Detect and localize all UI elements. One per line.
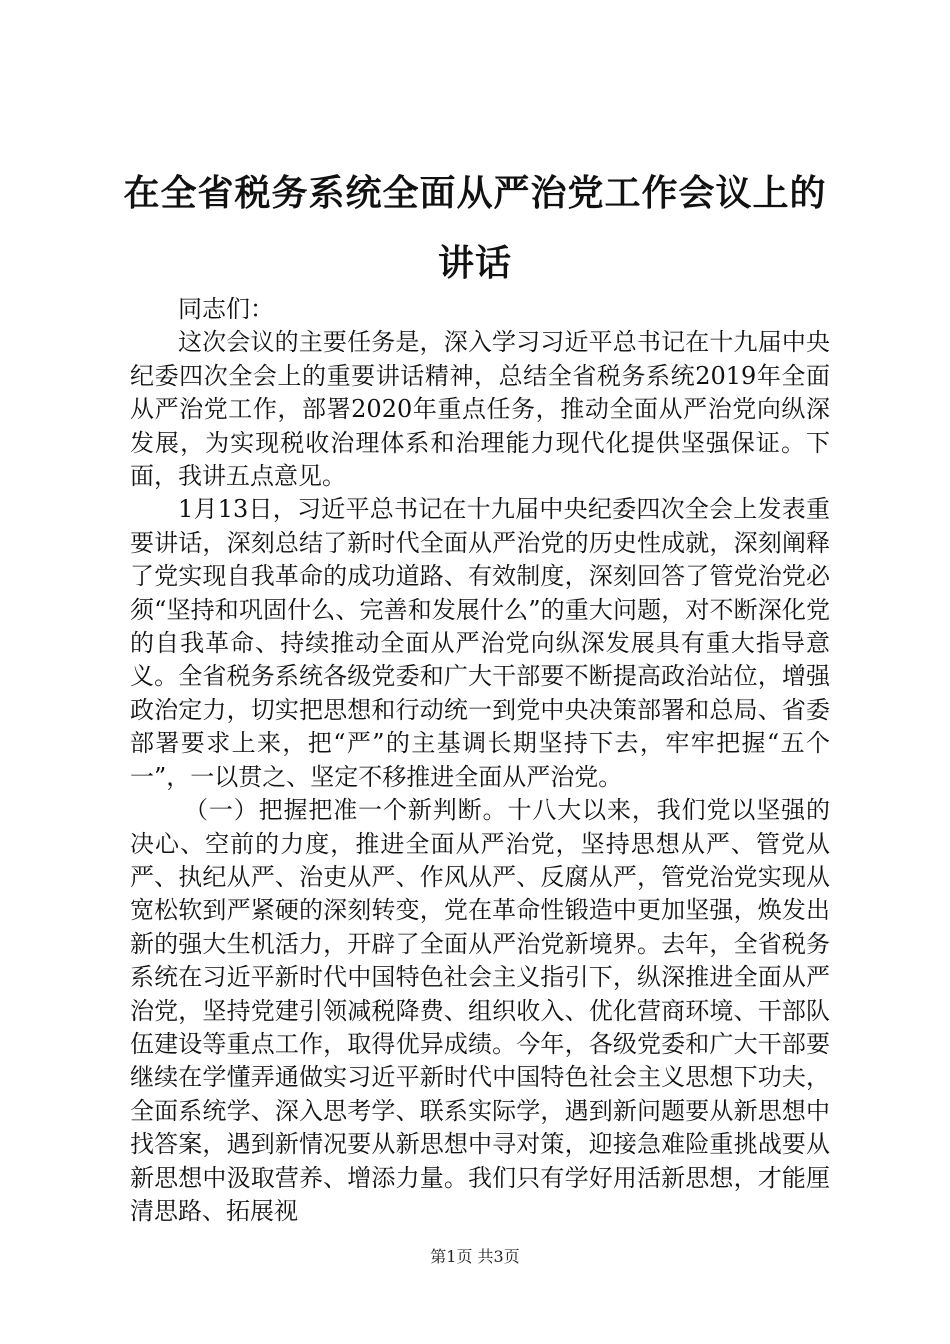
document-title: 在全省税务系统全面从严治党工作会议上的讲话: [123, 172, 827, 284]
paragraph-3: （一）把握把准一个新判断。十八大以来，我们党以坚强的决心、空前的力度，推进全面从严治党，坚持思想从严、管党从严、执纪从严、治吏从严、作风从严、反腐从严，管党治党实现从宽松软到严紧硬的深刻转变，党在革命性锻造中更加坚强，焕发出新的强大生机活力，开辟了全面从严治党新境界。去年，全省税务系统在习近平新时代中国特色社会主义指引下，纵深推进全面从严治党，坚持党建引领减税降费、组织收入、优化营商环境、干部队伍建设等重点工作，取得优异成绩。今年，各级党委和广大干部要继续在学懂弄通做实习近平新时代中国特色社会主义思想下功夫，全面系统学、深入思考学、联系实际学，遇到新问题要从新思想中找答案，遇到新情况要从新思想中寻对策，迎接急难险重挑战要从新思想中汲取营养、增添力量。我们只有学好用活新思想，才能厘清思路、拓展视: [130, 796, 830, 1225]
paragraph-2: 1月13日，习近平总书记在十九届中央纪委四次全会上发表重要讲话，深刻总结了新时代全面从严治党的历史性成就，深刻阐释了党实现自我革命的成功道路、有效制度，深刻回答了管党治党必须“坚持和巩固什么、完善和发展什么”的重大问题，对不断深化党的自我革命、持续推动全面从严治党向纵深发展具有重大指导意义。全省税务系统各级党委和广大干部要不断提高政治站位，增强政治定力，切实把思想和行动统一到党中央决策部署和总局、省委部署要求上来，把“严”的主基调长期坚持下去，牢牢把握“五个一”，一以贯之、坚定不移推进全面从严治党。: [130, 495, 830, 791]
page-number: 第1页 共3页: [430, 1247, 520, 1266]
salutation: 同志们：: [178, 295, 274, 323]
document-body: [130, 293, 830, 1228]
paragraph-1: 这次会议的主要任务是，深入学习习近平总书记在十九届中央纪委四次全会上的重要讲话精神，总结全省税务系统2019年全面从严治党工作，部署2020年重点任务，推动全面从严治党向纵深发展，为实现税收治理体系和治理能力现代化提供坚强保证。下面，我讲五点意见。: [130, 328, 830, 491]
